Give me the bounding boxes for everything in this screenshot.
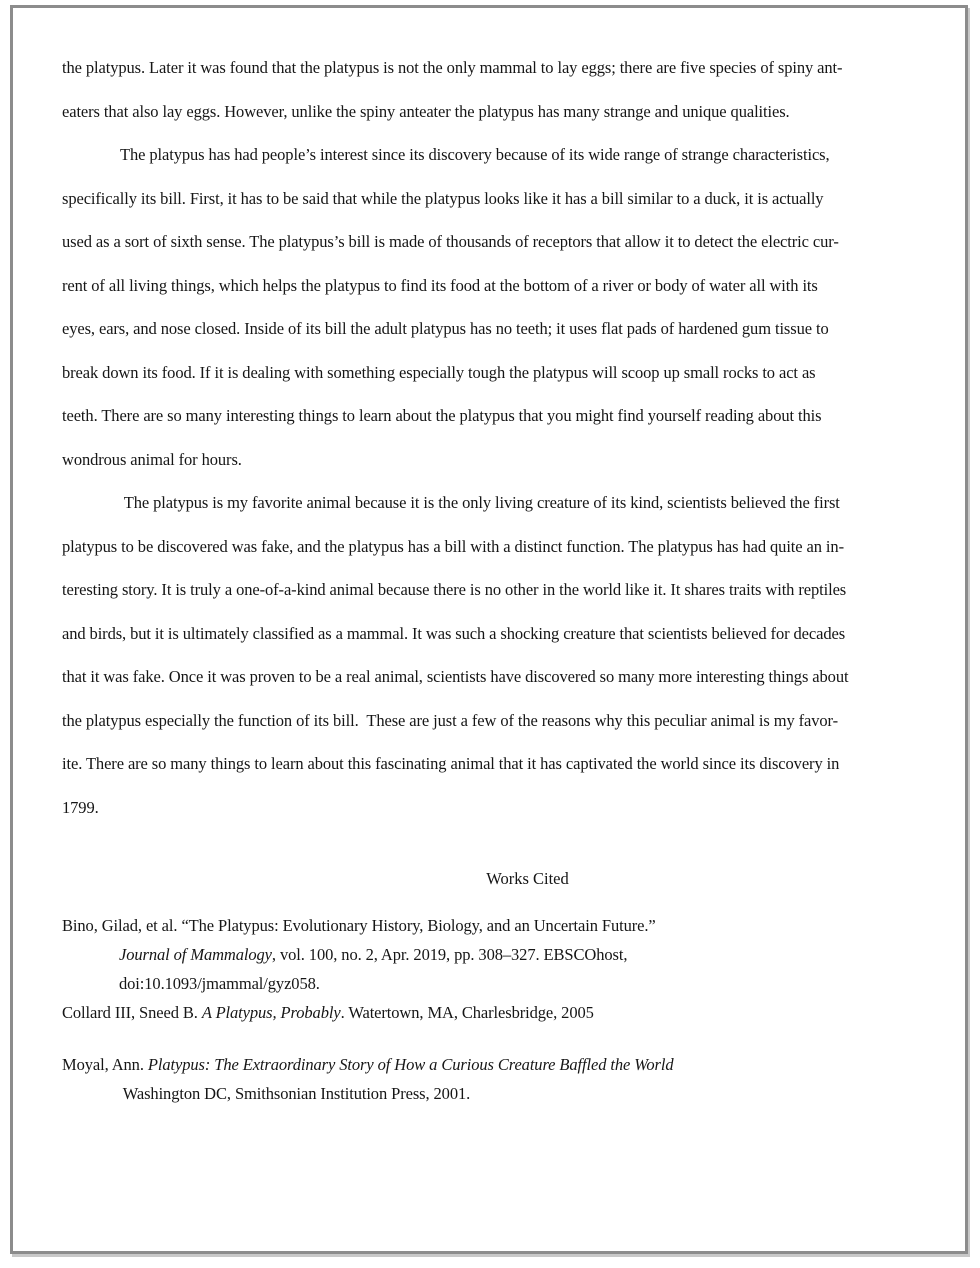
text-line: eyes, ears, and nose closed. Inside of its bill the adult platypus has no teeth; it uses flat pads of hardened gum tissue to	[62, 319, 829, 338]
works-cited-entries	[62, 911, 935, 1108]
citation-text: Bino, Gilad, et al. “The Platypus: Evolutionary History, Biology, and an Uncertain Future.”	[62, 915, 656, 935]
citation-title-italic: A Platypus, Probably	[201, 1002, 341, 1022]
essay-paragraphs	[62, 46, 935, 829]
citation-title-italic: Platypus: The Extraordinary Story of How a Curious Creature Baffled the World	[147, 1054, 674, 1074]
text-line: break down its food. If it is dealing with something especially tough the platypus will scoop up small rocks to act as	[62, 362, 816, 382]
text-line: eaters that also lay eggs. However, unlike the spiny anteater the platypus has many strange and unique qualities.	[62, 101, 790, 121]
text-line: teresting story. It is truly a one-of-a-kind animal because there is no other in the world like it. It shares traits with reptiles	[62, 580, 847, 599]
citation-line	[62, 940, 935, 969]
text-line: the platypus. Later it was found that the platypus is not the only mammal to lay eggs; there are five species of spiny ant-	[62, 58, 843, 77]
essay-paragraph	[62, 133, 935, 481]
citation-line	[62, 1050, 935, 1079]
text-line: The platypus has had people’s interest since its discovery because of its wide range of strange characteristics,	[120, 145, 830, 164]
citation-line	[62, 969, 935, 998]
citation-text: Moyal, Ann.	[62, 1054, 148, 1074]
works-cited-heading: Works Cited	[486, 869, 569, 888]
citation-text: doi:10.1093/jmammal/gyz058.	[119, 973, 320, 993]
citation-line	[62, 911, 935, 940]
text-line: used as a sort of sixth sense. The platypus’s bill is made of thousands of receptors that allow it to detect the electric cur-	[62, 232, 839, 251]
document-page[interactable]	[13, 8, 965, 1251]
essay-paragraph	[62, 481, 935, 829]
citation-text: . Watertown, MA, Charlesbridge, 2005	[340, 1002, 594, 1022]
works-cited-entry	[62, 1050, 935, 1108]
essay-paragraph	[62, 46, 935, 133]
works-cited-entry	[62, 998, 935, 1027]
text-line: ite. There are so many things to learn about this fascinating animal that it has captivated the world since its discovery in	[62, 754, 840, 773]
text-line: 1799.	[62, 797, 99, 817]
citation-title-italic: Journal of Mammalogy	[119, 944, 272, 964]
text-line: the platypus especially the function of its bill. These are just a few of the reasons why this peculiar animal is my favor-	[62, 710, 838, 730]
text-line: rent of all living things, which helps the platypus to find its food at the bottom of a river or body of water all with its	[62, 275, 818, 295]
text-line: and birds, but it is ultimately classified as a mammal. It was such a shocking creature that scientists believed for decades	[62, 623, 846, 643]
works-cited-entry	[62, 911, 935, 998]
citation-text: Washington DC, Smithsonian Institution Press, 2001.	[119, 1083, 471, 1103]
text-line: The platypus is my favorite animal because it is the only living creature of its kind, scientists believed the first	[120, 493, 840, 512]
document-page-frame	[10, 5, 968, 1254]
text-line: wondrous animal for hours.	[62, 449, 242, 469]
citation-text: , vol. 100, no. 2, Apr. 2019, pp. 308–327. EBSCOhost,	[271, 944, 628, 964]
text-line: teeth. There are so many interesting things to learn about the platypus that you might find yourself reading about this	[62, 406, 822, 425]
text-line: that it was fake. Once it was proven to be a real animal, scientists have discovered so many more interesting things about	[62, 667, 849, 686]
text-line: platypus to be discovered was fake, and the platypus has a bill with a distinct function. The platypus has had quite an in-	[62, 536, 844, 556]
citation-text: Collard III, Sneed B.	[62, 1002, 202, 1022]
citation-line	[62, 1079, 935, 1108]
text-line: specifically its bill. First, it has to be said that while the platypus looks like it has a bill similar to a duck, it is actually	[62, 188, 824, 208]
citation-line	[62, 998, 935, 1027]
